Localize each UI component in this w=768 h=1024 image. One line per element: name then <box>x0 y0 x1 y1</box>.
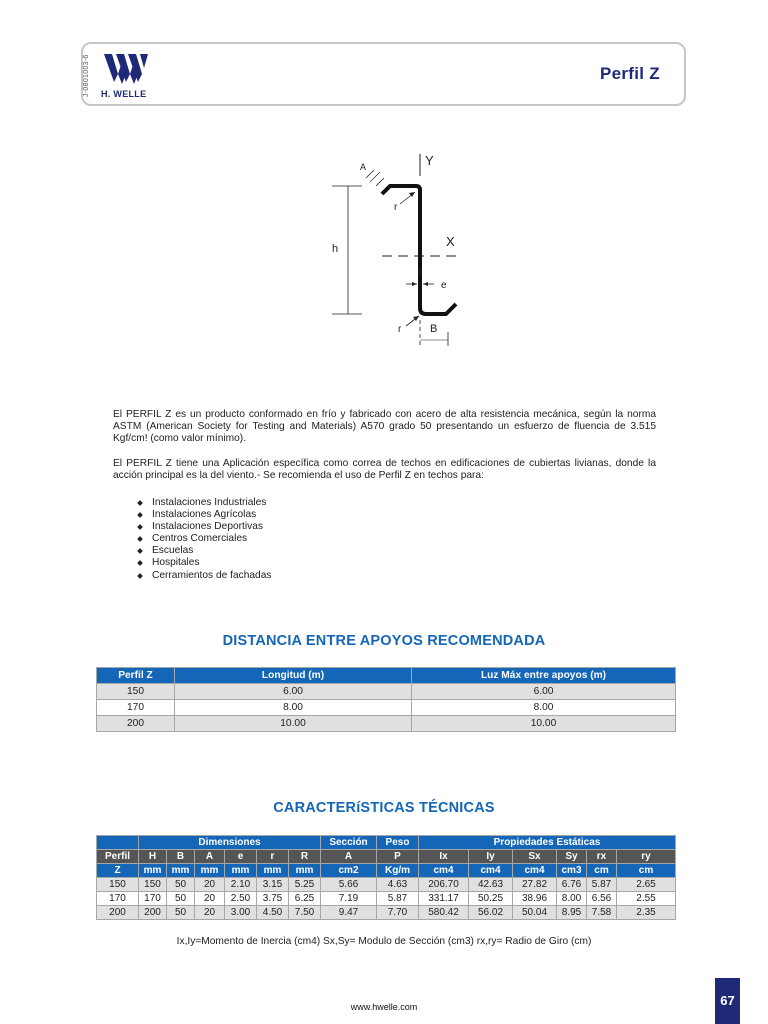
unit-cell: cm4 <box>513 864 557 878</box>
table-cell: 8.95 <box>557 906 587 920</box>
table-cell: 20 <box>195 892 225 906</box>
table-cell: 42.63 <box>469 878 513 892</box>
column-header: rx <box>587 850 617 864</box>
specs-footnote: Ix,Iy=Momento de Inercia (cm4) Sx,Sy= Modulo de Sección (cm3) rx,ry= Radio de Giro (cm) <box>176 936 592 947</box>
unit-cell: mm <box>195 864 225 878</box>
table-cell: 50.25 <box>469 892 513 906</box>
page-title: Perfil Z <box>599 64 660 83</box>
bullet-icon <box>137 549 143 555</box>
list-item: Centros Comerciales <box>138 533 271 545</box>
table-cell: 7.19 <box>321 892 377 906</box>
table-cell: 3.75 <box>257 892 289 906</box>
bullet-icon <box>137 536 143 542</box>
symbol-header-row <box>97 850 676 864</box>
table-cell: 170 <box>97 700 175 716</box>
table-cell: 7.58 <box>587 906 617 920</box>
table-cell: 6.00 <box>175 684 412 700</box>
table-cell: 8.00 <box>175 700 412 716</box>
z-profile-diagram <box>320 148 480 368</box>
table-cell: 200 <box>97 906 139 920</box>
table-cell: 2.10 <box>225 878 257 892</box>
unit-cell: cm4 <box>419 864 469 878</box>
table-cell: 2.55 <box>617 892 676 906</box>
table-cell: 20 <box>195 906 225 920</box>
table-cell: 7.50 <box>289 906 321 920</box>
uses-list <box>138 497 271 582</box>
unit-cell: cm2 <box>321 864 377 878</box>
table-cell: 56.02 <box>469 906 513 920</box>
table-cell: 6.00 <box>412 684 676 700</box>
unit-cell: cm4 <box>469 864 513 878</box>
table-row <box>97 906 676 920</box>
table-cell: 150 <box>97 684 175 700</box>
column-header: Perfil <box>97 850 139 864</box>
table-cell: 580.42 <box>419 906 469 920</box>
intro-paragraph: El PERFIL Z es un producto conformado en frío y fabricado con acero de alta resistencia mecánica, según la norma ASTM (American Society for Testing and Materials) A570 grado 50 presentando un esfuerzo de fluencia de 3.515 Kgf/cm! (como valor mínimo). <box>113 409 656 445</box>
table-cell: 8.00 <box>557 892 587 906</box>
page-number: 67 <box>715 978 740 1024</box>
unit-cell: cm3 <box>557 864 587 878</box>
diagram-label-r-top: r <box>394 202 398 213</box>
table-cell: 150 <box>139 878 167 892</box>
table-cell <box>97 836 139 850</box>
bullet-icon <box>137 573 143 579</box>
column-header: Perfil Z <box>97 668 175 684</box>
column-header: Sy <box>557 850 587 864</box>
bullet-icon <box>137 561 143 567</box>
table-cell: 170 <box>97 892 139 906</box>
spans-section-title: DISTANCIA ENTRE APOYOS RECOMENDADA <box>222 633 546 649</box>
table-cell: 170 <box>139 892 167 906</box>
list-item: Escuelas <box>138 545 271 557</box>
table-cell: 4.63 <box>377 878 419 892</box>
table-cell: 6.56 <box>587 892 617 906</box>
application-paragraph: El PERFIL Z tiene una Aplicación específica como correa de techos en edificaciones de cubiertas livianas, donde la acción principal es la del viento.- Se recomienda el uso de Perfil Z en techos para: <box>113 458 656 482</box>
bullet-icon <box>137 500 143 506</box>
unit-cell: mm <box>167 864 195 878</box>
column-header: P <box>377 850 419 864</box>
diagram-label-h: h <box>332 243 339 255</box>
table-cell: 2.65 <box>617 878 676 892</box>
diagram-label-a: A <box>360 162 367 172</box>
group-header-peso: Peso <box>377 836 419 850</box>
list-item: Hospitales <box>138 557 271 569</box>
diagram-label-e: e <box>441 280 447 291</box>
table-cell: 3.00 <box>225 906 257 920</box>
specs-table <box>96 835 676 920</box>
table-cell: 206.70 <box>419 878 469 892</box>
column-header: B <box>167 850 195 864</box>
spans-table <box>96 667 676 732</box>
header-frame <box>81 42 686 106</box>
diagram-label-r-bottom: r <box>398 324 402 335</box>
table-row <box>97 700 676 716</box>
column-header: Luz Máx entre apoyos (m) <box>412 668 676 684</box>
table-cell: 2.50 <box>225 892 257 906</box>
table-cell: 5.87 <box>587 878 617 892</box>
table-cell: 20 <box>195 878 225 892</box>
unit-cell: cm <box>587 864 617 878</box>
diagram-label-b: B <box>430 323 438 335</box>
column-header: A <box>321 850 377 864</box>
table-cell: 50 <box>167 878 195 892</box>
column-header: ry <box>617 850 676 864</box>
table-cell: 200 <box>97 716 175 732</box>
table-cell: 38.96 <box>513 892 557 906</box>
bullet-icon <box>137 512 143 518</box>
column-header: Iy <box>469 850 513 864</box>
column-header: R <box>289 850 321 864</box>
column-header: Longitud (m) <box>175 668 412 684</box>
column-header: r <box>257 850 289 864</box>
table-cell: 50 <box>167 892 195 906</box>
table-cell: 5.87 <box>377 892 419 906</box>
diagram-label-x: X <box>446 234 455 249</box>
list-item: Cerramientos de fachadas <box>138 570 271 582</box>
group-header-propiedades: Propiedades Estáticas <box>419 836 676 850</box>
hwelle-logo <box>104 50 148 86</box>
website-link[interactable]: www.hwelle.com <box>350 1002 418 1012</box>
table-header-row <box>97 668 676 684</box>
column-header: H <box>139 850 167 864</box>
document-code: J-0801003-6 <box>83 54 90 98</box>
table-cell: 6.25 <box>289 892 321 906</box>
list-item: Instalaciones Agrícolas <box>138 509 271 521</box>
unit-cell: mm <box>225 864 257 878</box>
table-row <box>97 892 676 906</box>
table-row <box>97 684 676 700</box>
list-item: Instalaciones Industriales <box>138 497 271 509</box>
table-cell: 6.76 <box>557 878 587 892</box>
table-cell: 200 <box>139 906 167 920</box>
column-header: A <box>195 850 225 864</box>
table-cell: 3.15 <box>257 878 289 892</box>
column-header: Sx <box>513 850 557 864</box>
unit-cell: mm <box>139 864 167 878</box>
unit-cell: Z <box>97 864 139 878</box>
table-cell: 4.50 <box>257 906 289 920</box>
unit-cell: mm <box>289 864 321 878</box>
table-cell: 5.66 <box>321 878 377 892</box>
group-header-seccion: Sección <box>321 836 377 850</box>
table-cell: 50.04 <box>513 906 557 920</box>
column-header: e <box>225 850 257 864</box>
table-cell: 331.17 <box>419 892 469 906</box>
list-item: Instalaciones Deportivas <box>138 521 271 533</box>
group-header-row <box>97 836 676 850</box>
units-header-row <box>97 864 676 878</box>
brand-name: H. WELLE <box>101 89 147 99</box>
table-cell: 50 <box>167 906 195 920</box>
group-header-dimensiones: Dimensiones <box>139 836 321 850</box>
table-row <box>97 716 676 732</box>
unit-cell: mm <box>257 864 289 878</box>
diagram-label-y: Y <box>425 153 434 168</box>
table-cell: 9.47 <box>321 906 377 920</box>
bullet-icon <box>137 524 143 530</box>
table-cell: 150 <box>97 878 139 892</box>
table-cell: 10.00 <box>175 716 412 732</box>
column-header: Ix <box>419 850 469 864</box>
unit-cell: Kg/m <box>377 864 419 878</box>
table-row <box>97 878 676 892</box>
table-cell: 7.70 <box>377 906 419 920</box>
unit-cell: cm <box>617 864 676 878</box>
table-cell: 27.82 <box>513 878 557 892</box>
table-cell: 8.00 <box>412 700 676 716</box>
specs-section-title: CARACTERíSTICAS TÉCNICAS <box>273 800 495 816</box>
table-cell: 10.00 <box>412 716 676 732</box>
table-cell: 2.35 <box>617 906 676 920</box>
table-cell: 5.25 <box>289 878 321 892</box>
